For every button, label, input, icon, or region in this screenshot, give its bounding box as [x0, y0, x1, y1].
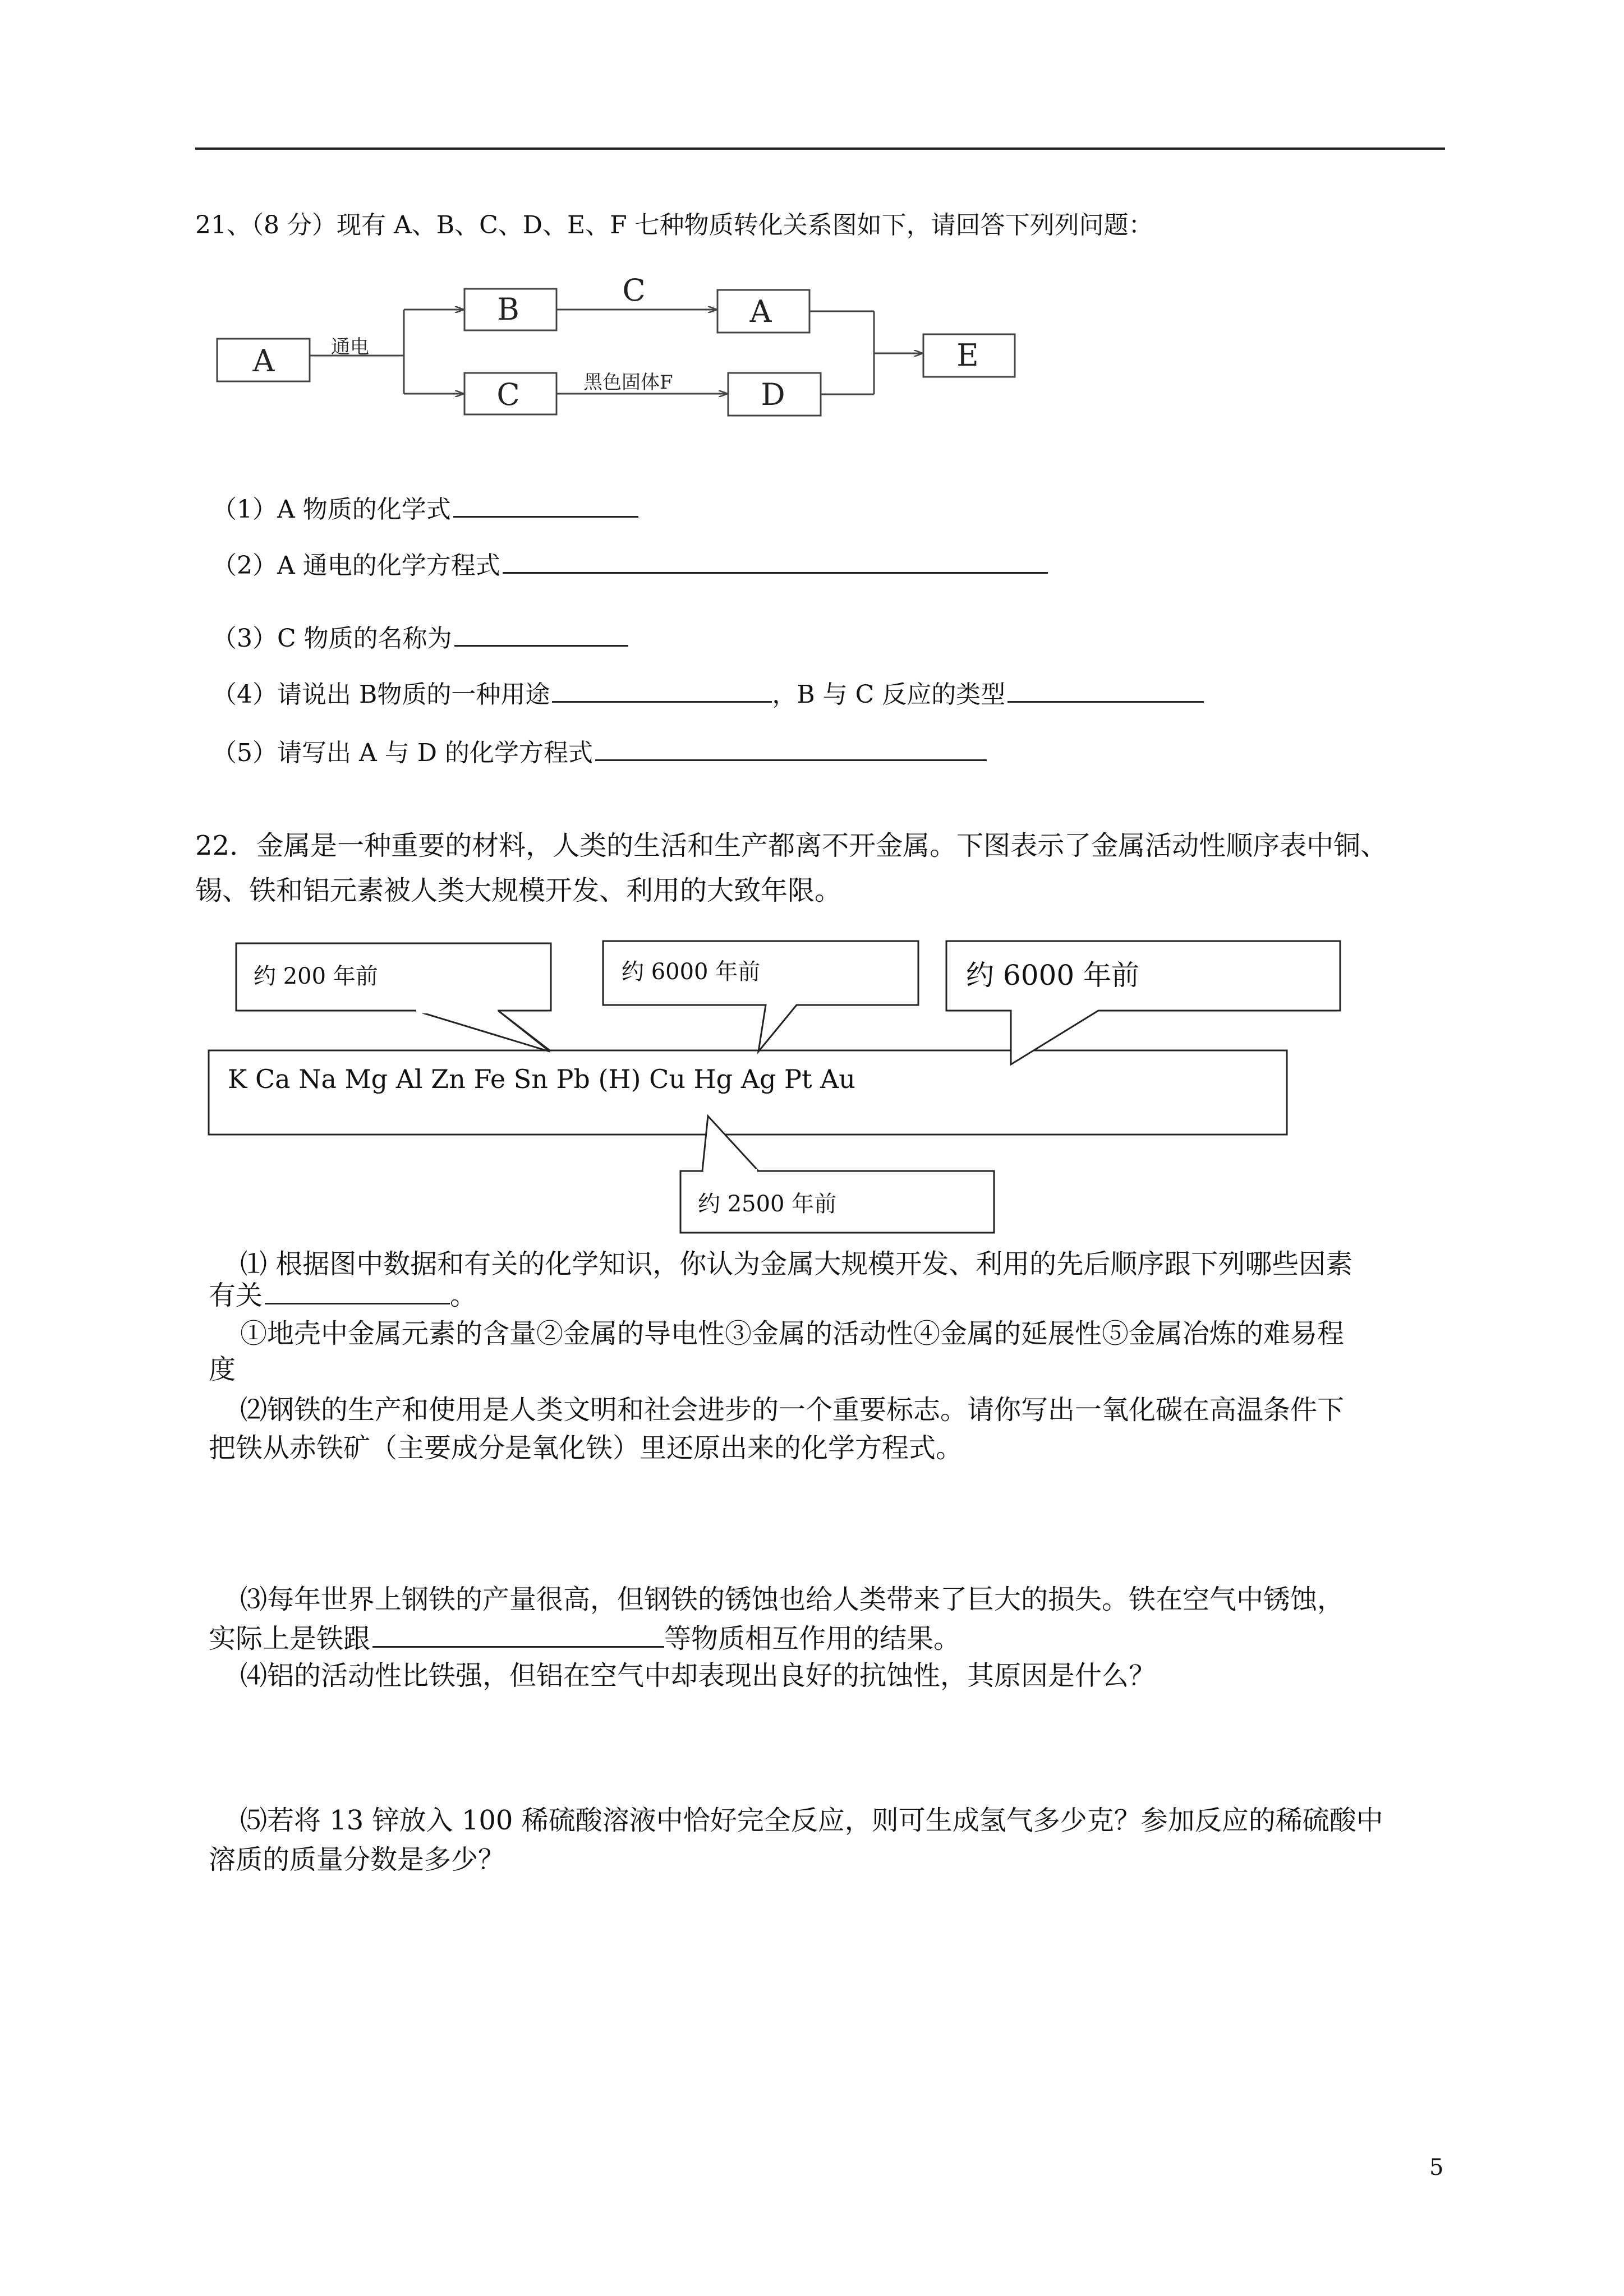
q22-p2-line1: ⑵钢铁的生产和使用是人类文明和社会进步的一个重要标志。请你写出一氧化碳在高温条件下 [240, 1394, 1345, 1426]
activity-series-text: K Ca Na Mg Al Zn Fe Sn Pb (H) Cu Hg Ag Pt Au [228, 1064, 855, 1094]
q22-p1-options-cont: 度 [209, 1354, 236, 1385]
answer-blank[interactable] [454, 620, 628, 647]
node-a-label: A [252, 343, 275, 379]
answer-blank[interactable] [453, 491, 638, 518]
answer-blank[interactable] [503, 547, 1048, 574]
q22-p1-line1: ⑴ 根据图中数据和有关的化学知识，你认为金属大规模开发、利用的先后顺序跟下列哪些因素 [240, 1248, 1353, 1280]
q22-p5-line1: ⑸若将 13 锌放入 100 稀硫酸溶液中恰好完全反应，则可生成氢气多少克？参加反应的稀硫酸中 [240, 1805, 1383, 1836]
q21-item-1: （1）A 物质的化学式 [212, 491, 638, 527]
q22-p1-line2: 有关 。 [209, 1278, 477, 1313]
q21-intro: 21、（8 分）现有 A、B、C、D、E、F 七种物质转化关系图如下，请回答下列列问题： [195, 211, 1153, 239]
callout-al-text: 约 200 年前 [254, 963, 378, 989]
edge-b-to-a-label: C [622, 273, 646, 308]
q22-p5-line2: 溶质的质量分数是多少？ [209, 1844, 505, 1875]
q21-item-5: （5）请写出 A 与 D 的化学方程式 [212, 735, 987, 770]
callout-sn-box [603, 941, 918, 1052]
q21-item-4: （4）请说出 B物质的一种用途 ，B 与 C 反应的类型 [212, 676, 1204, 712]
q21-reaction-diagram [208, 269, 1027, 437]
callout-sn-text: 约 6000 年前 [622, 959, 761, 985]
node-b-label: B [497, 292, 519, 327]
metal-activity-diagram [202, 931, 1358, 1245]
node-e-label: E [956, 338, 979, 373]
node-d-label: D [761, 377, 785, 412]
q22-p3-line1: ⑶每年世界上钢铁的产量很高，但钢铁的锈蚀也给人类带来了巨大的损失。铁在空气中锈蚀， [240, 1584, 1345, 1615]
answer-blank[interactable] [372, 1621, 664, 1648]
q22-p3-line2: 实际上是铁跟 等物质相互作用的结果。 [209, 1621, 960, 1657]
q22-p2-line2: 把铁从赤铁矿（主要成分是氧化铁）里还原出来的化学方程式。 [209, 1432, 963, 1464]
answer-blank[interactable] [265, 1278, 450, 1304]
page-number: 5 [1429, 2155, 1444, 2180]
q21-item-3: （3）C 物质的名称为 [212, 620, 628, 656]
answer-blank[interactable] [1007, 676, 1204, 703]
q22-p4: ⑷铝的活动性比铁强，但铝在空气中却表现出良好的抗蚀性，其原因是什么？ [240, 1660, 1156, 1691]
edge-c-to-d-label: 黑色固体F [583, 371, 673, 394]
node-a2-label: A [749, 294, 772, 329]
callout-cu-text: 约 6000 年前 [966, 959, 1140, 992]
header-rule [195, 147, 1445, 150]
answer-blank[interactable] [595, 735, 987, 761]
q22-intro-line2: 锡、铁和铝元素被人类大规模开发、利用的大致年限。 [195, 875, 842, 906]
callout-al-tail [415, 1011, 550, 1052]
answer-blank[interactable] [552, 676, 772, 703]
edge-electrolysis-label: 通电 [331, 336, 369, 358]
callout-fe-text: 约 2500 年前 [698, 1191, 837, 1217]
q21-item-2: （2）A 通电的化学方程式 [212, 547, 1048, 583]
q22-p1-options: ①地壳中金属元素的含量②金属的导电性③金属的活动性④金属的延展性⑤金属冶炼的难易程 [240, 1318, 1345, 1349]
node-c-label: C [496, 377, 520, 412]
q22-intro-line1: 22．金属是一种重要的材料，人类的生活和生产都离不开金属。下图表示了金属活动性顺序表中铜、 [195, 830, 1388, 861]
